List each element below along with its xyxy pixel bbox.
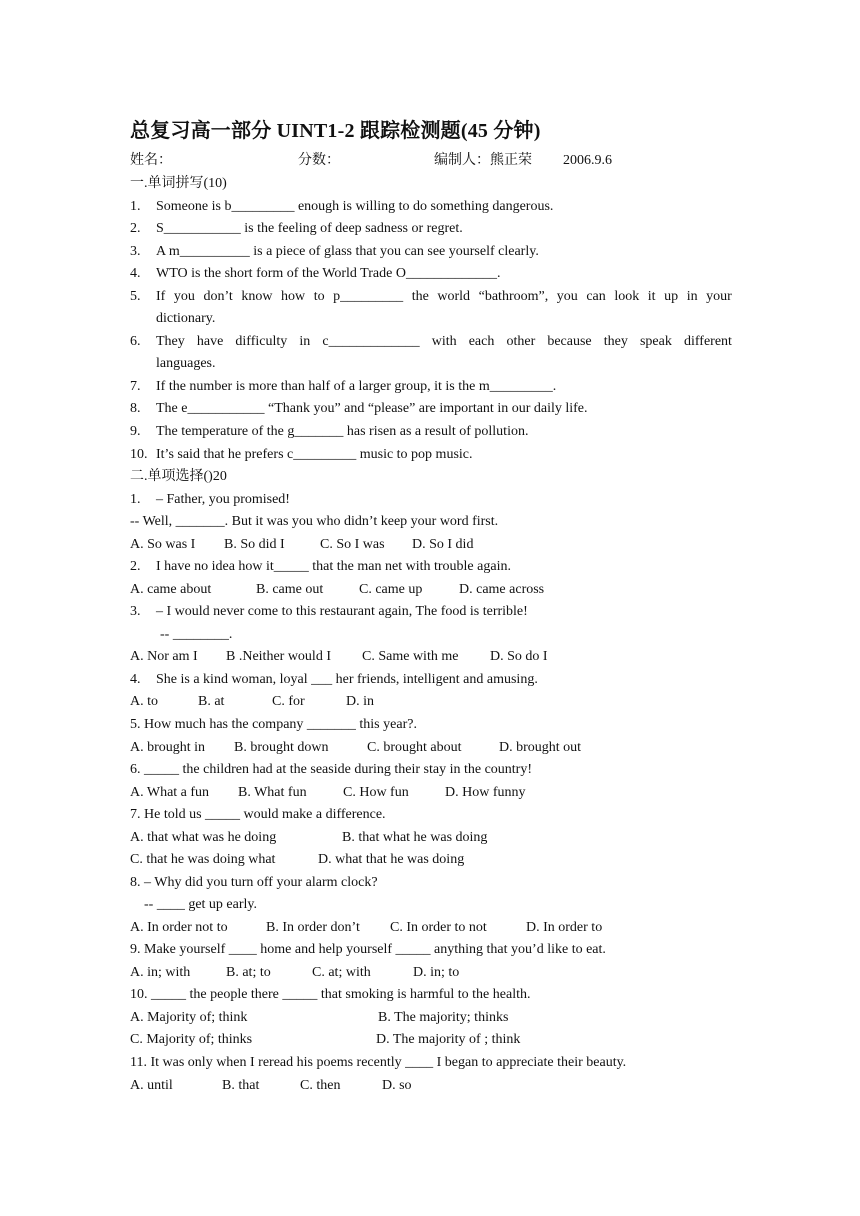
item-number: 6.	[130, 334, 141, 349]
option-b: B. came out	[256, 582, 324, 597]
item-number: 8.	[130, 401, 141, 416]
option-c: C. that he was doing what	[130, 852, 276, 867]
question-text: – Father, you promised!	[156, 492, 290, 507]
question-text: I have no idea how it_____ that the man net with trouble again.	[156, 559, 511, 574]
item-number: 4.	[130, 266, 141, 281]
option-a: A. brought in	[130, 740, 206, 755]
option-d: D. In order to	[526, 920, 603, 935]
option-d: D. in	[346, 694, 374, 709]
question-text: 7. He told us _____ would make a difference.	[130, 807, 386, 822]
fill-blank-item: S___________ is the feeling of deep sadness or regret.	[156, 221, 463, 236]
question-number: 1.	[130, 492, 141, 507]
option-c: C. How fun	[343, 785, 409, 800]
question-number: 4.	[130, 672, 141, 687]
option-a: A. to	[130, 694, 158, 709]
option-a: A. Nor am I	[130, 649, 198, 664]
option-c: C. for	[272, 694, 305, 709]
item-number: 2.	[130, 221, 141, 236]
item-number: 7.	[130, 379, 141, 394]
question-text: She is a kind woman, loyal ___ her friends, intelligent and amusing.	[156, 672, 538, 687]
option-d: D. came across	[459, 582, 545, 597]
date-label: 2006.9.6	[563, 153, 612, 168]
question-text: 9. Make yourself ____ home and help yourself _____ anything that you’d like to eat.	[130, 942, 606, 957]
option-c: C. So I was	[320, 537, 385, 552]
option-a: A. until	[130, 1078, 173, 1093]
option-a: A. In order not to	[130, 920, 228, 935]
option-d: D. brought out	[499, 740, 582, 755]
item-number: 1.	[130, 199, 141, 214]
name-label: 姓名：	[130, 153, 172, 168]
option-b: B. brought down	[234, 740, 329, 755]
question-text: 5. How much has the company _______ this year?.	[130, 717, 417, 732]
option-b: B .Neither would I	[226, 649, 331, 664]
fill-blank-item: The temperature of the g_______ has risen as a result of pollution.	[156, 424, 529, 439]
question-text: 11. It was only when I reread his poems recently ____ I began to appreciate their beauty.	[130, 1055, 627, 1070]
question-text: – I would never come to this restaurant again, The food is terrible!	[156, 604, 528, 619]
option-c: C. In order to not	[390, 920, 487, 935]
option-b: B. In order don’t	[266, 920, 360, 935]
option-c: C. Majority of; thinks	[130, 1032, 253, 1047]
fill-blank-item: It’s said that he prefers c_________ music to pop music.	[156, 447, 473, 462]
fill-blank-item: WTO is the short form of the World Trade O_____________.	[156, 266, 501, 281]
score-label: 分数：	[298, 153, 340, 168]
question-text: -- ________.	[160, 627, 233, 642]
fill-blank-item: Someone is b_________ enough is willing to do something dangerous.	[156, 199, 554, 214]
option-b: B. So did I	[224, 537, 285, 552]
item-number: 10.	[130, 447, 148, 462]
option-c: C. at; with	[312, 965, 371, 980]
question-text: 6. _____ the children had at the seaside during their stay in the country!	[130, 762, 533, 777]
fill-blank-item-justified: If you don’t know how to p_________ the world “bathroom”, you can look it up in your	[156, 289, 732, 304]
option-a: A. So was I	[130, 537, 196, 552]
option-b: B. that	[222, 1078, 260, 1093]
fill-blank-item: A m__________ is a piece of glass that you can see yourself clearly.	[156, 244, 539, 259]
option-d: D. So I did	[412, 537, 474, 552]
option-b: B. What fun	[238, 785, 307, 800]
option-b: B. that what he was doing	[342, 830, 488, 845]
item-number: 3.	[130, 244, 141, 259]
option-d: D. How funny	[445, 785, 526, 800]
option-a: A. that what was he doing	[130, 830, 277, 845]
question-text: -- Well, _______. But it was you who didn’t keep your word first.	[130, 514, 499, 529]
option-c: C. then	[300, 1078, 341, 1093]
fill-blank-item: The e___________ “Thank you” and “please” are important in our daily life.	[156, 401, 588, 416]
option-d: D. So do I	[490, 649, 548, 664]
question-text: 10. _____ the people there _____ that smoking is harmful to the health.	[130, 987, 531, 1002]
option-a: A. came about	[130, 582, 212, 597]
page-title: 总复习高一部分 UINT1-2 跟踪检测题(45 分钟)	[130, 120, 541, 142]
option-b: B. at	[198, 694, 225, 709]
option-b: B. at; to	[226, 965, 271, 980]
editor-label: 编制人：熊正荣	[434, 153, 532, 168]
question-text: 8. – Why did you turn off your alarm clock?	[130, 875, 378, 890]
option-c: C. came up	[359, 582, 423, 597]
option-d: D. The majority of ; think	[376, 1032, 521, 1047]
option-a: A. What a fun	[130, 785, 210, 800]
item-number: 9.	[130, 424, 141, 439]
section1-heading: 一.单词拼写(10)	[130, 176, 227, 191]
question-text: -- ____ get up early.	[144, 897, 257, 912]
option-d: D. so	[382, 1078, 412, 1093]
item-number: 5.	[130, 289, 141, 304]
question-number: 3.	[130, 604, 141, 619]
fill-blank-continuation: dictionary.	[156, 311, 216, 326]
fill-blank-item-justified: They have difficulty in c_____________ with each other because they speak different	[156, 334, 732, 349]
section2-heading: 二.单项选择()20	[130, 469, 227, 484]
fill-blank-item: If the number is more than half of a larger group, it is the m_________.	[156, 379, 557, 394]
option-d: D. what that he was doing	[318, 852, 465, 867]
option-d: D. in; to	[413, 965, 460, 980]
option-c: C. Same with me	[362, 649, 459, 664]
question-number: 2.	[130, 559, 141, 574]
option-b: B. The majority; thinks	[378, 1010, 509, 1025]
option-c: C. brought about	[367, 740, 462, 755]
option-a: A. in; with	[130, 965, 191, 980]
option-a: A. Majority of; think	[130, 1010, 248, 1025]
fill-blank-continuation: languages.	[156, 356, 216, 371]
